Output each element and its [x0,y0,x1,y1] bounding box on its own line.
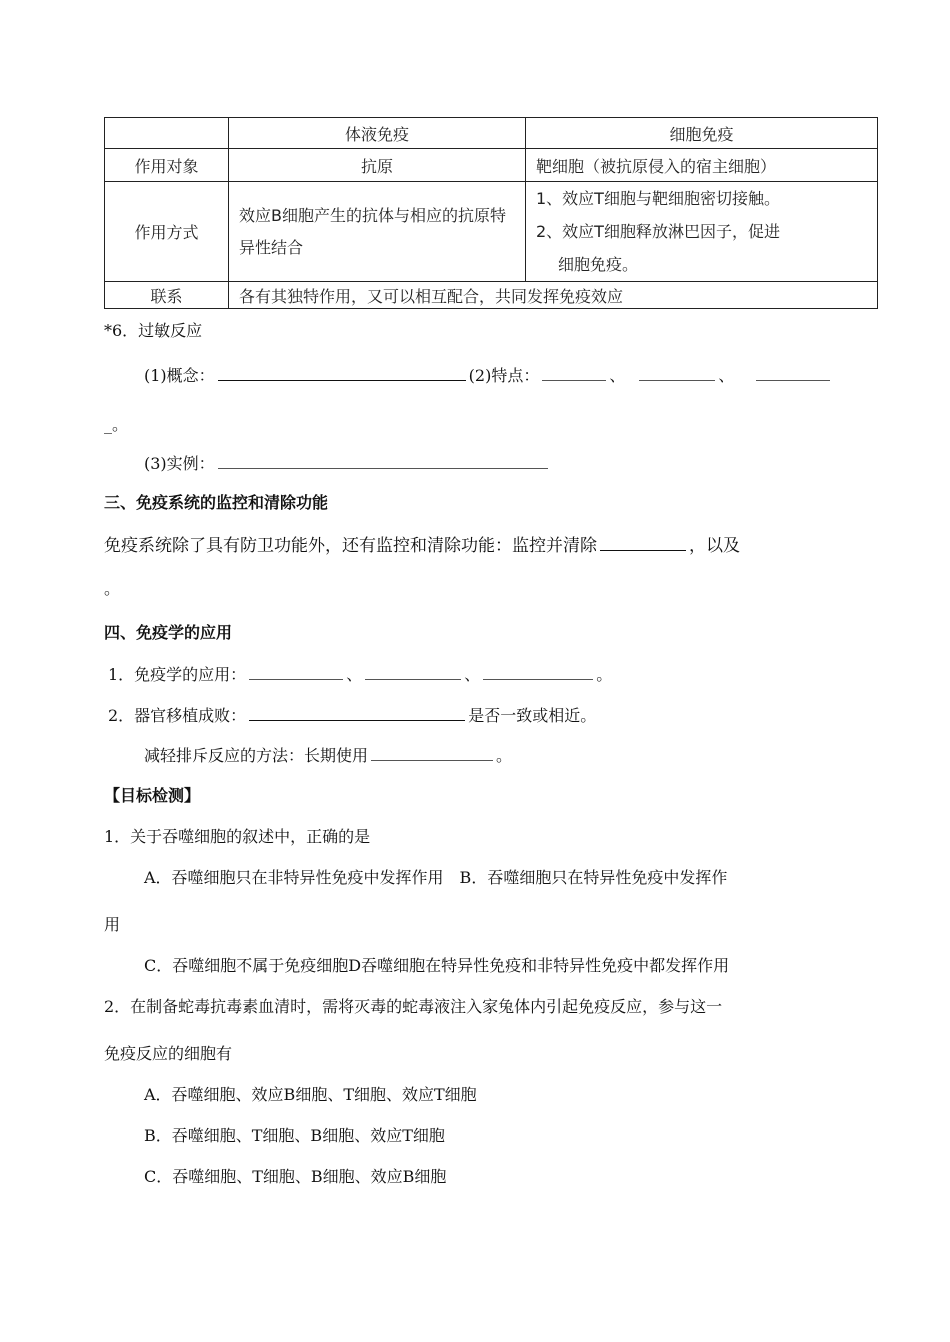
feature-blank-3[interactable] [756,379,830,381]
reduce-blank[interactable] [371,759,493,761]
table-row [105,182,878,282]
q1-stem: 1．关于吞噬细胞的叙述中，正确的是 [104,827,371,846]
section6-example [144,451,551,474]
item1-sep: 、 [464,665,481,684]
section3-heading: 三、免疫系统的监控和清除功能 [104,493,329,512]
section4-reduce [144,743,512,766]
cellular-mode-item: 1、效应T细胞与靶细胞密切接触。 [536,189,780,208]
feature-sep: 、 [609,366,626,385]
table-corner-cell [105,118,229,149]
section6-heading: *6．过敏反应 [104,321,203,340]
table-header-row [105,118,878,149]
section3-cont: 。 [104,579,121,598]
item1-sep: 、 [346,665,363,684]
q2-option-b: B．吞噬细胞、T细胞、B细胞、效应T细胞 [144,1126,445,1145]
section3-blank[interactable] [600,549,686,551]
q1-options-ab-cont: 用 [104,915,121,934]
humoral-mode: 效应B细胞产生的抗体与相应的抗原特异性结合 [229,182,526,282]
feature-blank-1[interactable] [542,379,606,381]
item2-label: 2．器官移植成败： [108,706,247,725]
table-row [105,282,878,309]
example-blank[interactable] [218,467,548,469]
section6-tail: _。 [104,415,129,434]
quiz-heading: 【目标检测】 [104,786,201,805]
item1-blank-2[interactable] [365,678,461,680]
row-label-mode: 作用方式 [105,182,229,282]
q2-option-a: A．吞噬细胞、效应B细胞、T细胞、效应T细胞 [144,1085,477,1104]
reduce-end: 。 [496,746,513,765]
q2-stem-1: 2．在制备蛇毒抗毒素血清时，需将灭毒的蛇毒液注入家兔体内引起免疫反应，参与这一 [104,997,723,1016]
q1-options-ab: A．吞噬细胞只在非特异性免疫中发挥作用 B．吞噬细胞只在特异性免疫中发挥作 [144,868,728,887]
concept-blank[interactable] [218,379,466,381]
item2-blank[interactable] [249,719,465,721]
section4-item2 [108,703,596,726]
q2-stem-2: 免疫反应的细胞有 [104,1044,233,1063]
section4-heading: 四、免疫学的应用 [104,623,233,642]
item1-blank-3[interactable] [483,678,593,680]
header-cellular: 细胞免疫 [526,118,878,149]
comparison-table [104,117,878,309]
section3-text-a: 免疫系统除了具有防卫功能外，还有监控和清除功能：监控并清除 [104,536,597,556]
row-label-target: 作用对象 [105,149,229,182]
item1-end: 。 [596,665,613,684]
cellular-mode-item: 2、效应T细胞释放淋巴因子，促进 [536,222,780,241]
feature-blank-2[interactable] [639,379,715,381]
row-label-relation: 联系 [105,282,229,309]
relation-text: 各有其独特作用，又可以相互配合，共同发挥免疫效应 [229,282,878,309]
humoral-target: 抗原 [229,149,526,182]
header-humoral: 体液免疫 [229,118,526,149]
section3-text-b: ，以及 [689,536,740,556]
reduce-label: 减轻排斥反应的方法：长期使用 [144,746,369,765]
feature-sep: 、 [718,366,735,385]
table-row [105,149,878,182]
item2-tail: 是否一致或相近。 [468,706,597,725]
cellular-target: 靶细胞（被抗原侵入的宿主细胞） [526,149,878,182]
features-label: (2)特点： [468,366,540,385]
section3-text [104,531,740,556]
item1-blank-1[interactable] [249,678,343,680]
concept-label: (1)概念： [144,366,215,385]
q2-option-c: C．吞噬细胞、T细胞、B细胞、效应B细胞 [144,1167,447,1186]
item1-label: 1．免疫学的应用： [108,665,247,684]
section6-line1 [144,363,833,386]
cellular-mode [526,182,878,282]
section4-item1 [108,662,612,685]
cellular-mode-item: 细胞免疫。 [558,255,639,274]
q1-options-cd: C．吞噬细胞不属于免疫细胞D吞噬细胞在特异性免疫和非特异性免疫中都发挥作用 [144,956,730,975]
example-label: (3)实例： [144,454,215,473]
